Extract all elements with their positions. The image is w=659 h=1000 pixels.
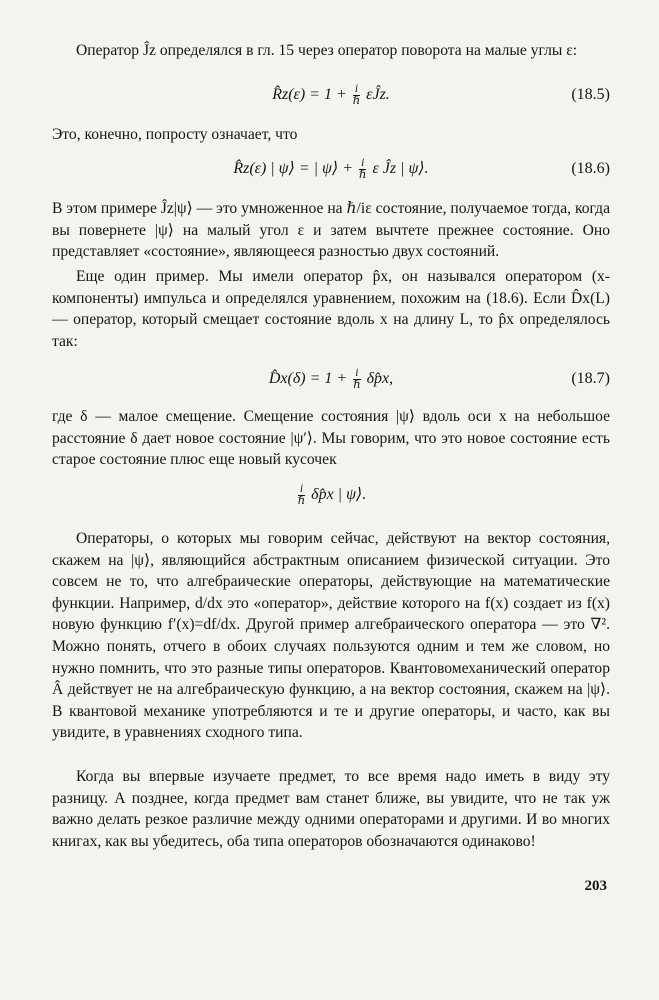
equation-18-6: [52, 154, 610, 184]
equation-18-7-lhs: D̂x(δ) = 1 +: [268, 370, 348, 387]
equation-18-6-lhs: R̂z(ε) | ψ⟩ = | ψ⟩ +: [233, 160, 354, 177]
equation-18-5-lhs: R̂z(ε) = 1 +: [272, 86, 347, 103]
equation-new-piece-formula: [52, 480, 610, 510]
equation-new-piece: [52, 480, 610, 510]
equation-18-5-rhs: εĴz.: [366, 86, 390, 103]
equation-18-7: [52, 364, 610, 394]
fraction-i-over-hbar: $\frac{i}{\text{ℏ}}$: [297, 482, 306, 507]
fraction-i-over-hbar: $\frac{i}{\text{ℏ}}$: [359, 156, 367, 181]
equation-number-18-5: (18.5): [571, 86, 610, 103]
paragraph-first-study: Когда вы впервые изучаете предмет, то все время надо иметь в виду эту разницу. А позднее, когда предмет вам станет ближе, вы увидите, что не так уж важно делать резкое различие между одними операторами и другими. И во многих книгах, как вы убедитесь, оба типа операторов обозначаются одинаково!: [52, 768, 610, 850]
equation-18-5: [52, 80, 610, 110]
equation-18-6-formula: [52, 154, 610, 184]
equation-new-piece-rhs: δp̂x | ψ⟩.: [311, 486, 367, 503]
equation-18-5-formula: [52, 80, 610, 110]
equation-18-7-formula: [52, 364, 610, 394]
paragraph-small-displacement: где δ — малое смещение. Смещение состояния |ψ⟩ вдоль оси x на небольшое расстояние δ дает новое состояние |ψ′⟩. Мы говорим, что это новое состояние есть старое состояние плюс еще новый кусочек: [52, 408, 610, 469]
paragraph-another-example: Еще один пример. Мы имели оператор p̂x, он назывался оператором (x-компоненты) импульса и определялся уравнением, похожим на (18.6). Если D̂x(L) — оператор, который смещает состояние вдоль x на длину L, то p̂x определялось так:: [52, 268, 610, 350]
equation-number-18-6: (18.6): [571, 160, 610, 177]
paragraph-simply-means: Это, конечно, попросту означает, что: [52, 126, 298, 143]
page-number: 203: [584, 878, 607, 894]
paragraph-in-this-example: В этом примере Ĵz|ψ⟩ — это умноженное на ℏ/iε состояние, получаемое тогда, когда вы повернете |ψ⟩ на малый угол ε и затем вычтете прежнее состояние. Оно представляет «состояние», являющееся разностью двух состояний.: [52, 200, 610, 261]
fraction-i-over-hbar: $\frac{i}{\text{ℏ}}$: [352, 82, 361, 107]
paragraph-operators-we-discuss: Операторы, о которых мы говорим сейчас, действуют на вектор состояния, скажем на |ψ⟩, являющийся абстрактным описанием физической ситуации. Это совсем не то, что алгебраические операторы, действующие на математические функции. Например, d/dx это «оператор», действие которого на f(x) создает из f(x) новую функцию f′(x)=df/dx. Другой пример алгебраического оператора — это ∇². Можно понять, отчего в обоих случаях пользуются одним и тем же словом, но нужно помнить, что это разные типы операторов. Квантовомеханический оператор Â действует не на алгебраическую функцию, а на вектор состояния, скажем на |ψ⟩. В квантовой механике употребляются и те и другие операторы, и часто, как вы увидите, в уравнениях сходного типа.: [52, 530, 610, 742]
fraction-i-over-hbar: $\frac{i}{\text{ℏ}}$: [353, 366, 361, 391]
equation-18-6-rhs: ε Ĵz | ψ⟩.: [372, 160, 429, 177]
equation-number-18-7: (18.7): [571, 370, 610, 387]
paragraph-operator-jz: Оператор Ĵz определялся в гл. 15 через оператор поворота на малые углы ε:: [76, 42, 578, 59]
equation-18-7-rhs: δp̂x,: [366, 370, 394, 387]
